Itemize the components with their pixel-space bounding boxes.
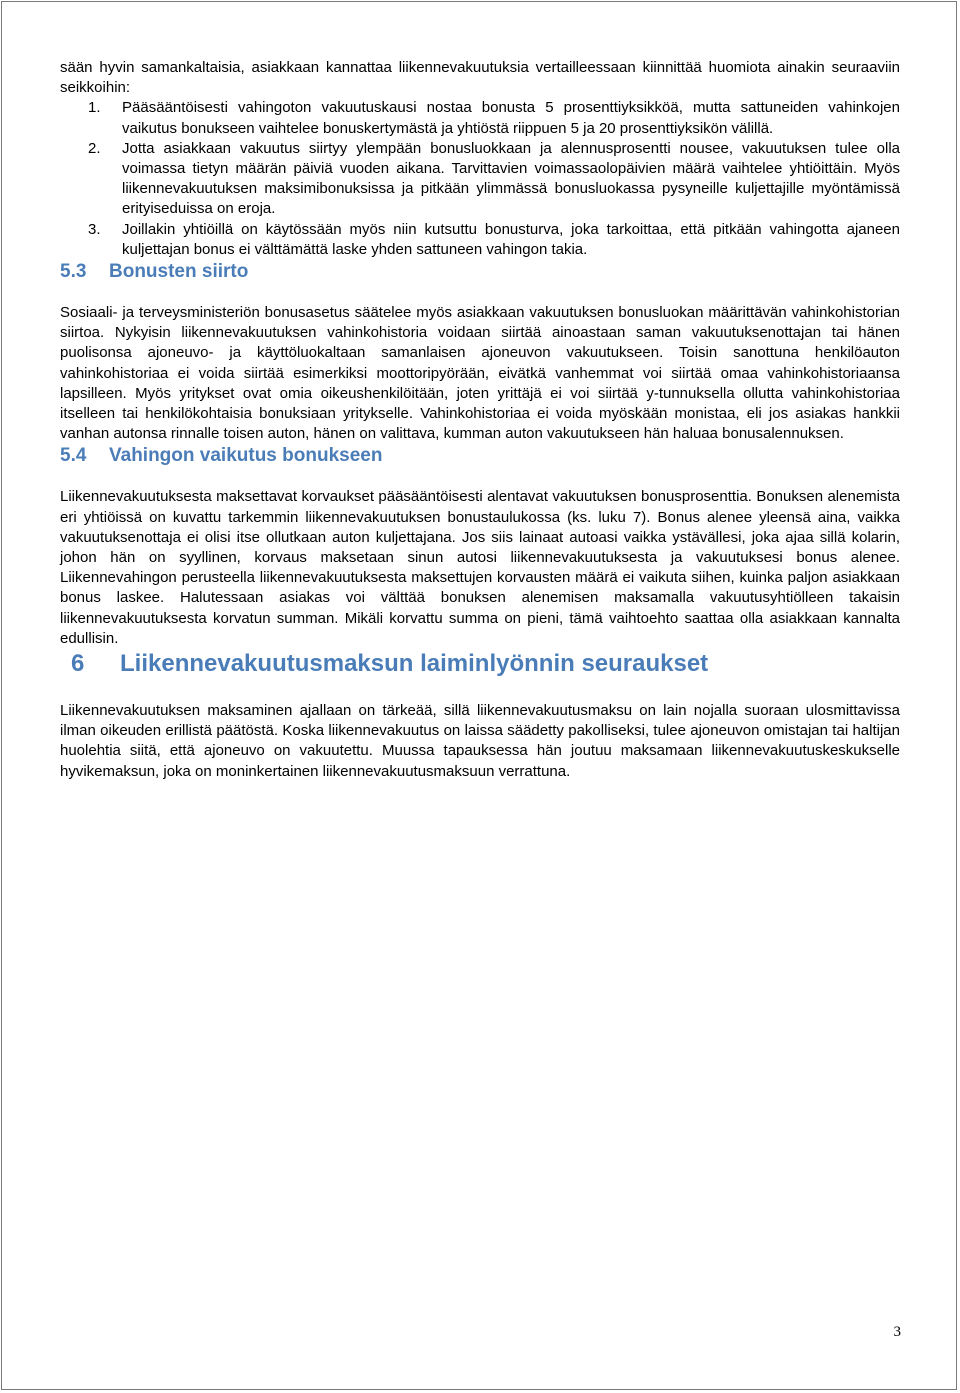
section-5-4-heading bbox=[60, 444, 900, 468]
section-5-4-number: 5.4 bbox=[60, 445, 87, 467]
document-body bbox=[60, 58, 900, 782]
section-6-heading bbox=[60, 649, 900, 679]
section-5-3-heading bbox=[60, 260, 900, 284]
section-5-3-number: 5.3 bbox=[60, 261, 87, 283]
section-6-title: Liikennevakuutusmaksun laiminlyönnin seuraukset bbox=[120, 650, 709, 678]
section-5-3-title: Bonusten siirto bbox=[109, 261, 249, 283]
comparison-list bbox=[60, 98, 900, 260]
intro-paragraph: sään hyvin samankaltaisia, asiakkaan kannattaa liikennevakuutuksia vertailleessaan kiinnittää huomiota ainakin seuraaviin seikkoihin: bbox=[60, 59, 900, 97]
section-5-3-paragraph: Sosiaali- ja terveysministeriön bonusasetus säätelee myös asiakkaan vakuutuksen bonusluokan määrittävän vahinkohistorian siirtoa. Nykyisin liikennevakuutuksen vahinkohistoria voidaan siirtää ainoastaan saman vakuutuksenottajan tai hänen puolisonsa ajoneuvo- ja käyttöluokaltaan samanlaisen ajoneuvon vakuutukseen. Toisin sanottuna henkilöauton vahinkohistoriaa ei voida siirtää esimerkiksi moottoripyörään, eivätkä vanhemmat voi siirtää omaa vahinkohistoriaansa lapsilleen. Myös yritykset ovat omia oikeushenkilöitään, joten yrittäjä ei voi siirtää y-tunnuksella ollutta vahinkohistoriaa itselleen tai henkilökohtaisia bonuksiaan yritykselle. Vahinkohistoriaa ei voida myöskään monistaa, eli jos asiakas hankkii vanhan autonsa rinnalle toisen auton, hänen on valittava, kumman auton vakuutukseen hän haluaa bonusalennuksen. bbox=[60, 304, 900, 443]
list-item-text: Jotta asiakkaan vakuutus siirtyy ylempään bonusluokkaan ja alennusprosentti nousee, vakuutuksen tulee olla voimassa tietyn määrän päiviä vuoden aikana. Tarvittavien voimassaolopäivien määrä vaihtelee yhtiöittäin. Myös liikennevakuutuksen maksimibonuksissa ja pitkään ylimmässä bonusluokassa pysyneille kuljettajille myöntämissä erityiseduissa on eroja. bbox=[122, 139, 900, 218]
page-number: 3 bbox=[893, 1324, 901, 1340]
section-5-4-paragraph: Liikennevakuutuksesta maksettavat korvaukset pääsääntöisesti alentavat vakuutuksen bonusprosenttia. Bonuksen alenemista eri yhtiöissä on kuvattu tarkemmin liikennevakuutuksen bonustaulukossa (ks. luku 7). Bonus alenee yleensä aina, vaikka vakuutuksenottaja ei olisi itse ollutkaan auton kuljettajana. Jos siis lainaat autoasi vaikka ystävällesi, joka ajaa sillä kolarin, johon hän on syyllinen, korvaus maksetaan sinun autosi liikennevakuutuksesta ja vakuutuksesi bonus alenee. Liikennevahingon perusteella liikennevakuutuksesta maksettujen korvausten määrä ei vaikuta siihen, kuinka paljon asiakkaan bonus laskee. Halutessaan asiakas voi välttää bonuksen alenemisen maksamalla vakuutusyhtiölleen takaisin liikennevakuutuksesta korvatun summan. Mikäli korvattu summa on pieni, tämä vaihtoehto saattaa olla asiakkaan kannalta edullisin. bbox=[60, 488, 900, 647]
list-item bbox=[60, 98, 900, 138]
list-item-text: Joillakin yhtiöillä on käytössään myös niin kutsuttu bonusturva, joka tarkoittaa, että pitkään vahingotta ajaneen kuljettajan bonus ei välttämättä laske yhden sattuneen vahingon takia. bbox=[122, 220, 900, 258]
list-item-number: 3. bbox=[88, 220, 101, 238]
list-item-number: 1. bbox=[88, 99, 101, 117]
list-item bbox=[60, 220, 900, 260]
list-item-text: Pääsääntöisesti vahingoton vakuutuskausi nostaa bonusta 5 prosenttiyksikköä, mutta sattuneiden vahinkojen vaikutus bonukseen vaihtelee bonuskertymästä ja yhtiöstä riippuen 5 ja 20 prosenttiyksikön välillä. bbox=[122, 99, 900, 137]
list-item bbox=[60, 139, 900, 220]
section-6-paragraph: Liikennevakuutuksen maksaminen ajallaan on tärkeää, sillä liikennevakuutusmaksu on lain nojalla suoraan ulosmittavissa ilman oikeuden erillistä päätöstä. Koska liikennevakuutus on laissa säädetty pakolliseksi, tulee ajoneuvon omistajan tai haltijan huolehtia siitä, että ajoneuvo on vakuutettu. Muussa tapauksessa hän joutuu maksamaan liikennevakuutuskeskukselle hyvikemaksun, joka on moninkertainen liikennevakuutusmaksuun verrattuna. bbox=[60, 702, 900, 780]
section-6-number: 6 bbox=[71, 650, 85, 678]
section-5-4-title: Vahingon vaikutus bonukseen bbox=[109, 445, 383, 467]
list-item-number: 2. bbox=[88, 139, 101, 157]
